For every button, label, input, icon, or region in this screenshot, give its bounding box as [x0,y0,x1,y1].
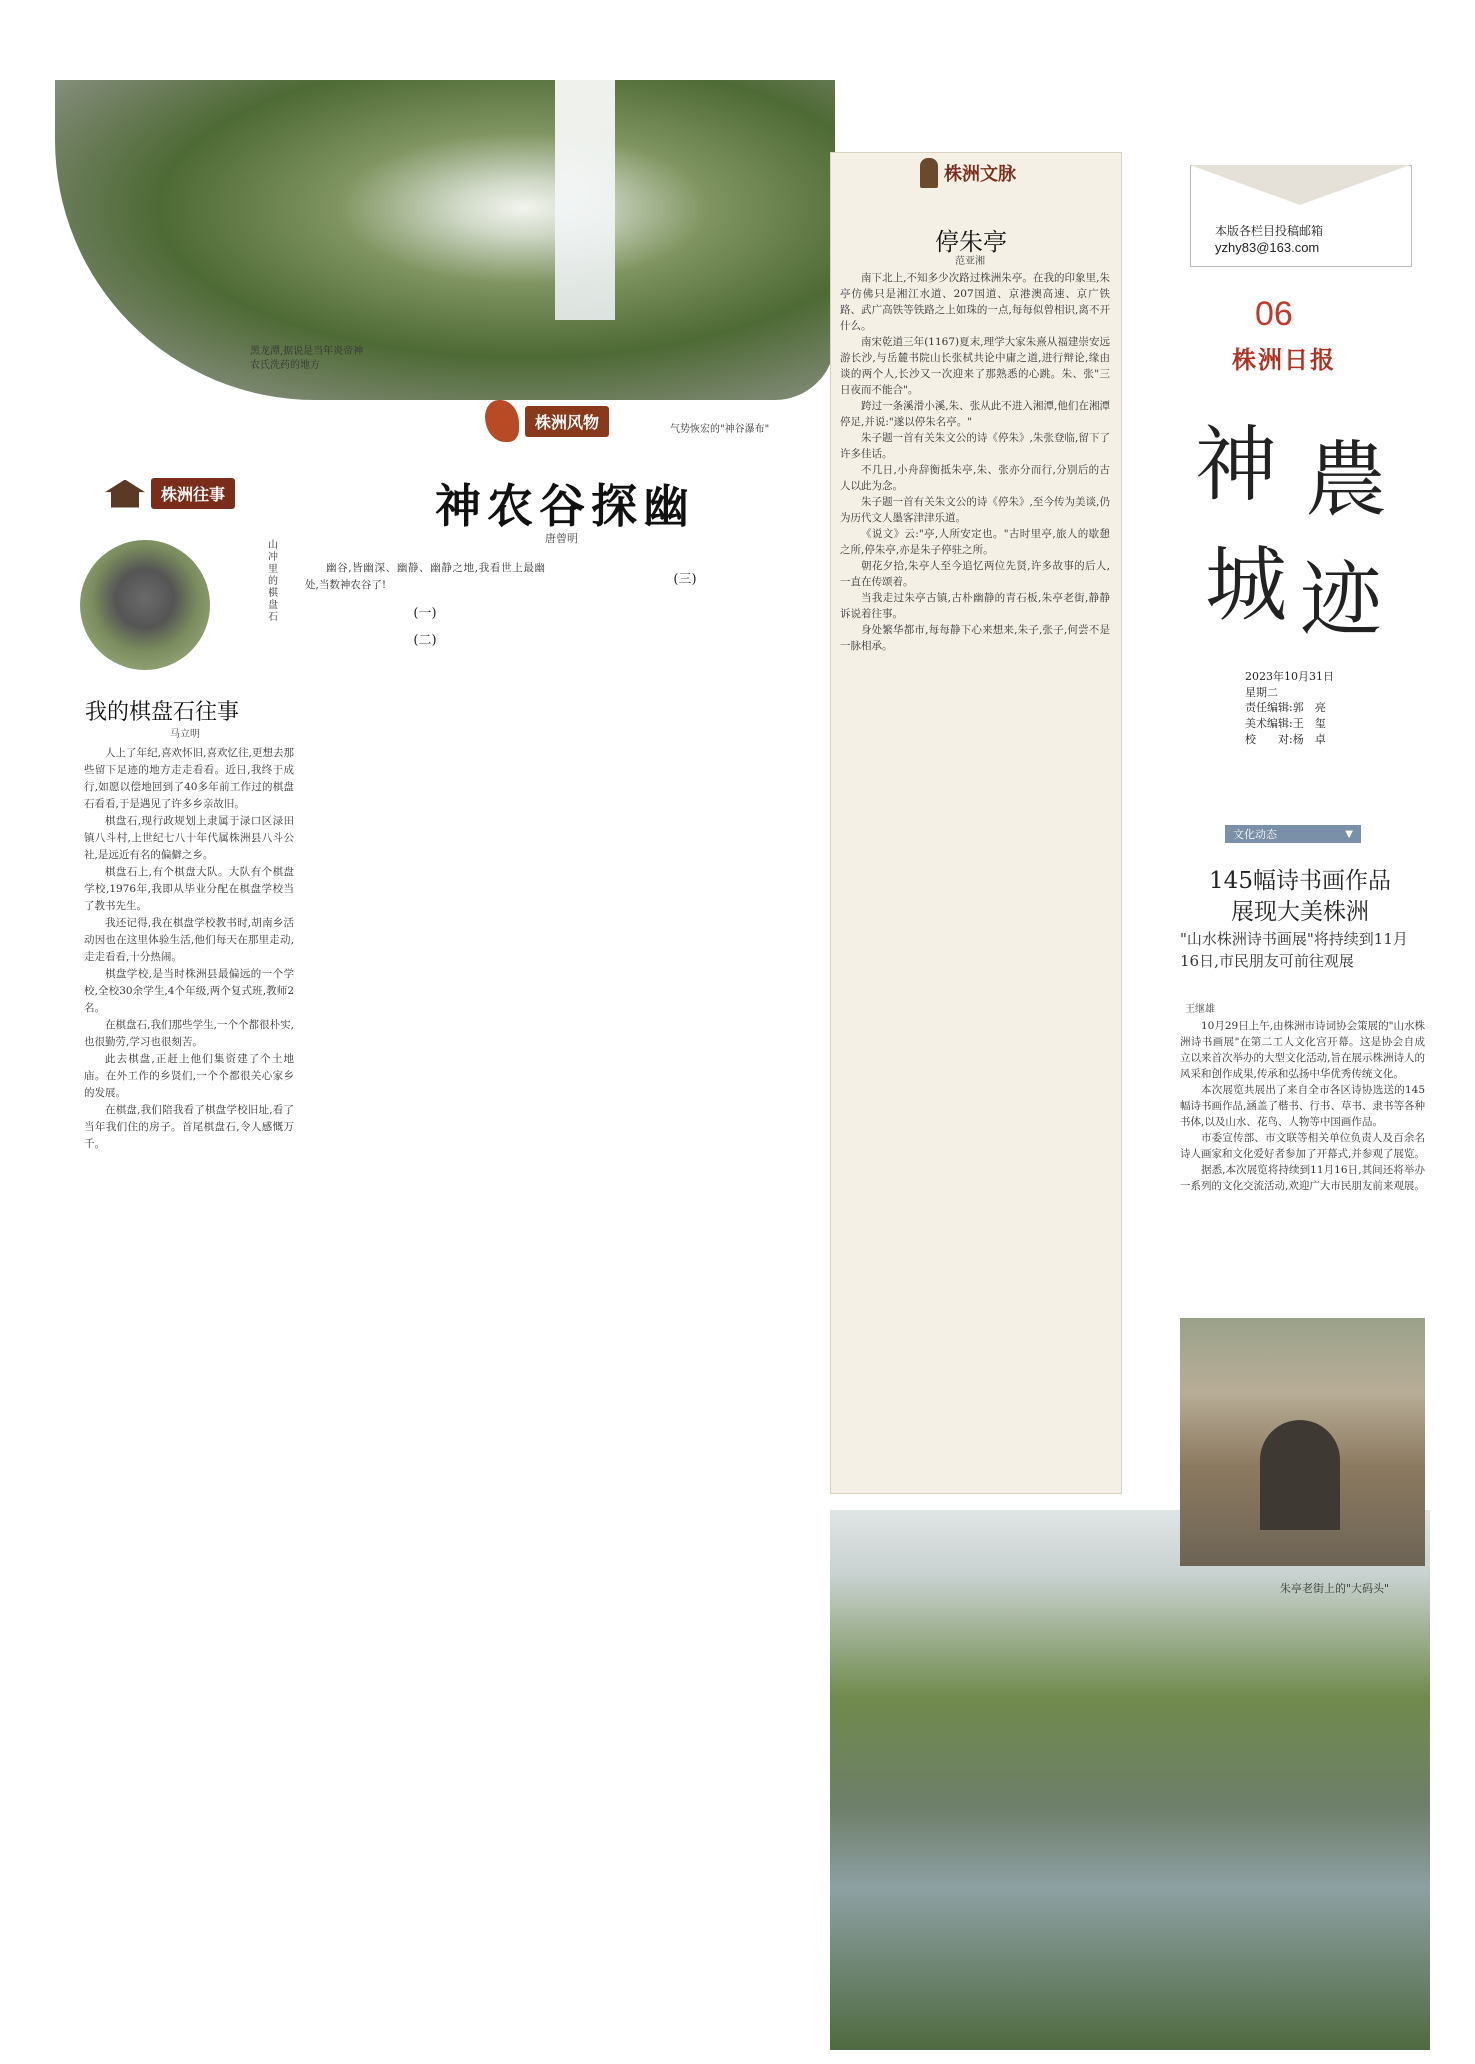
right-paragraph: 《说文》云:"亭,人所安定也。"古时里亭,旅人的歇憩之所,停朱亭,亦是朱子停驻之所。 [840,528,1110,556]
feature-tag-label: 株洲风物 [525,406,609,437]
right-story-tag [920,158,1016,188]
editor-credits [1245,700,1326,748]
paper-name: 株洲日报 [1232,345,1336,374]
right-story-author: 范亚湘 [955,256,985,267]
section-heading: (三) [673,572,697,587]
right-story-body [840,270,1110,654]
right-paragraph: 南宋乾道三年(1167)夏末,理学大家朱熹从福建崇安远游长沙,与岳麓书院山长张栻共论中庸之道,进行辩论,缘由谈的两个人,长沙又一次迎来了那熟悉的心跳。朱、张"三日夜而不能合"。 [840,336,1110,396]
feature-author: 唐曾明 [545,532,578,545]
right-paragraph: 跨过一条溪滑小溪,朱、张从此不进入湘潭,他们在湘潭停足,并说:"遂以停朱名亭。" [840,400,1110,428]
editor-line: 美术编辑:王 玺 [1245,717,1326,730]
old-street-gate [1260,1420,1340,1530]
right-paragraph: 南下北上,不知多少次路过株洲朱亭。在我的印象里,朱亭仿佛只是湘江水道、207国道、京港澳高速、京广铁路、武广高铁等铁路之上如珠的一点,每每似曾相识,离不开什么。 [840,272,1110,332]
mailbox-label: 本版各栏目投稿邮箱 [1215,224,1324,238]
map-icon [485,400,519,442]
calligraphy-char: 迹 [1300,553,1383,648]
right-story-title: 停朱亭 [935,228,1007,256]
feature-col-2 [565,560,805,595]
section-heading: (二) [413,633,437,648]
right-paragraph: 身处繁华都市,每每静下心来想来,朱子,张子,何尝不是一脉相承。 [840,624,1110,652]
editor-line: 责任编辑:郭 亮 [1245,701,1326,714]
right-paragraph: 朱子题一首有关朱文公的诗《停朱》,朱张登临,留下了许多佳话。 [840,432,1110,460]
left-paragraph: 人上了年纪,喜欢怀旧,喜欢忆往,更想去那些留下足迹的地方走走看看。近日,我终于成行,如愿以偿地回到了40多年前工作过的棋盘石看看,于是遇见了许多乡亲故旧。 [84,747,294,810]
editor-line: 校 对:杨 卓 [1245,733,1326,746]
news-paragraph: 10月29日上午,由株洲市诗词协会策展的"山水株洲诗书画展"在第二工人文化宫开幕。这是协会自成立以来首次举办的大型文化活动,旨在展示株洲诗人的风采和创作成果,传承和弘扬中华优秀传统文化。 [1180,1020,1425,1080]
left-paragraph: 棋盘石,现行政规划上隶属于渌口区渌田镇八斗村,上世纪七八十年代属株洲县八斗公社,是远近有名的偏僻之乡。 [84,815,294,861]
old-street-caption: 朱亭老街上的"大码头" [1280,1582,1390,1595]
right-paragraph: 朱子题一首有关朱文公的诗《停朱》,至今传为美谈,仍为历代文人墨客津津乐道。 [840,496,1110,524]
left-story-tag [105,478,235,509]
left-paragraph: 棋盘学校,是当时株洲县最偏远的一个学校,全校30余学生,4个年级,两个复式班,教师2名。 [84,968,294,1014]
news-paragraph: 本次展览共展出了来自全市各区诗协选送的145幅诗书画作品,涵盖了楷书、行书、草书、隶书等各种书体,以及山水、花鸟、人物等中国画作品。 [1180,1084,1425,1128]
figure-icon [920,158,938,188]
left-photo-caption: 山冲里的棋盘石 [268,540,278,623]
culture-news-subhead: "山水株洲诗书画展"将持续到11月16日,市民朋友可前往观展 [1180,930,1408,970]
right-paragraph: 当我走过朱亭古镇,古朴幽静的青石板,朱亭老街,静静诉说着往事。 [840,592,1110,620]
left-paragraph: 棋盘石上,有个棋盘大队。大队有个棋盘学校,1976年,我即从毕业分配在棋盘学校当了教书先生。 [84,866,294,912]
calligraphy-char: 城 [1205,538,1288,633]
chessboard-stone-photo [80,540,210,670]
issue-weekday: 星期二 [1245,686,1278,699]
section-heading: (一) [413,606,437,621]
left-story-author: 马立明 [170,729,200,740]
left-story-body [84,745,294,1153]
issue-date: 2023年10月31日 [1245,670,1334,683]
culture-news-headline-2: 展现大美株洲 [1231,899,1369,925]
waterfall-stream [555,80,615,320]
mailbox-email: yzhy83@163.com [1215,240,1320,255]
left-paragraph: 在棋盘,我们陪我看了棋盘学校旧址,看了当年我们住的房子。首尾棋盘石,令人感慨万千。 [84,1104,294,1150]
right-paragraph: 朝花夕拾,朱亭人至今追忆两位先贤,许多故事的后人,一直在传颂着。 [840,560,1110,588]
culture-news-tag-label: 文化动态 [1233,829,1277,841]
news-paragraph: 市委宣传部、市文联等相关单位负责人及百余名诗人画家和文化爱好者参加了开幕式,并参观了展览。 [1180,1132,1425,1160]
left-paragraph: 此去棋盘,正赶上他们集资建了个土地庙。在外工作的乡贤们,一个个都很关心家乡的发展。 [84,1053,294,1099]
left-paragraph: 我还记得,我在棋盘学校教书时,胡南乡活动因也在这里体验生活,他们每天在那里走动,走走看看,十分热闹。 [84,917,294,963]
news-paragraph: 据悉,本次展览将持续到11月16日,其间还将举办一系列的文化交流活动,欢迎广大市民朋友前来观展。 [1180,1164,1425,1192]
pavilion-icon [105,480,145,508]
photo-caption-right: 气势恢宏的"神谷瀑布" [670,424,770,435]
feature-col-1 [305,560,545,656]
culture-news-tag [1225,825,1361,843]
left-paragraph: 在棋盘石,我们那些学生,一个个都很朴实,也很勤劳,学习也很刻苦。 [84,1019,294,1048]
culture-news-headline-1: 145幅诗书画作品 [1209,868,1391,894]
left-story-tag-label: 株洲往事 [151,478,235,509]
left-story-title: 我的棋盘石往事 [85,700,240,725]
feature-intro: 幽谷,皆幽深、幽静、幽静之地,我看世上最幽处,当数神农谷了! [305,562,545,591]
feature-title: 神农谷探幽 [435,479,695,533]
right-story-tag-label: 株洲文脉 [944,164,1016,185]
waterfall-photo [55,80,835,400]
culture-news-body [1180,1018,1425,1194]
calligraphy-char: 神 [1195,418,1278,513]
culture-news-author: 王继雄 [1185,1004,1215,1015]
caret-down-icon: ▼ [1345,828,1353,840]
calligraphy-char: 農 [1305,433,1388,528]
photo-caption-left: 黑龙潭,据说是当年炎帝神农氏洗药的地方 [250,346,364,371]
section-calligraphy [1195,400,1415,650]
feature-section-tag [485,400,609,442]
page-number: 06 [1255,295,1293,333]
right-paragraph: 不几日,小舟辞衡抵朱亭,朱、张亦分而行,分别后的古人以此为念。 [840,464,1110,492]
